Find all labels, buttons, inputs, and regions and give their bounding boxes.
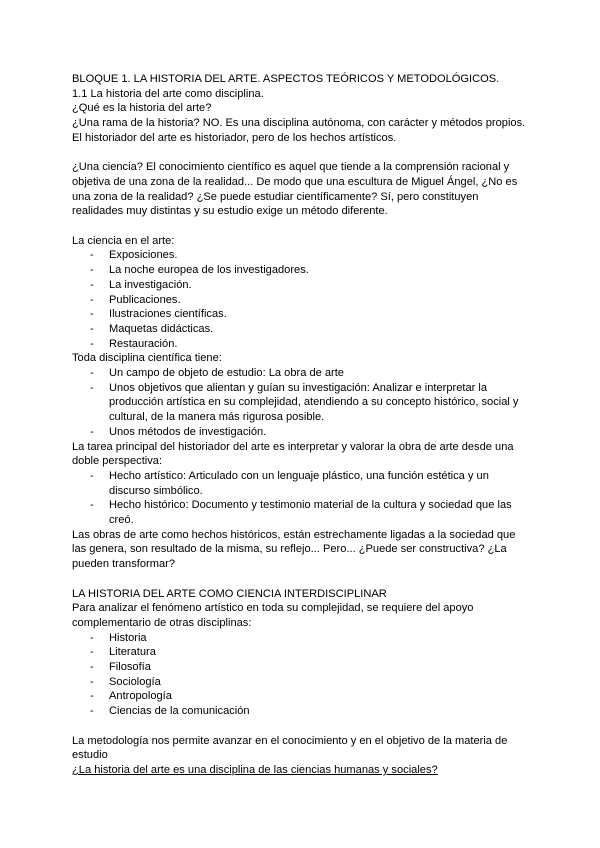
document-page: [72, 72, 532, 778]
spacer: [72, 719, 532, 734]
list-item: - Historia: [109, 631, 532, 646]
list-item: - Antropología: [109, 689, 532, 704]
perspective-list: [72, 469, 532, 528]
paragraph-methodology: La metodología nos permite avanzar en el conocimiento y en el objetivo de la materia de estudio: [72, 734, 508, 762]
spacer: [72, 572, 532, 587]
document-heading: BLOQUE 1. LA HISTORIA DEL ARTE. ASPECTOS TEÓRICOS Y METODOLÓGICOS.: [72, 73, 500, 85]
spacer: [72, 146, 532, 161]
list-item: - Restauración.: [109, 337, 532, 352]
final-question: ¿La historia del arte es una disciplina de las ciencias humanas y sociales?: [72, 763, 438, 776]
list-item: - Unos objetivos que alientan y guían su investigación: Analizar e interpretar la producción artística en su complejidad, atendiendo a su concepto histórico, social y cultural, de la manera más rigurosa posible.: [109, 381, 532, 425]
list-item: - Ilustraciones científicas.: [109, 307, 532, 322]
spacer: [72, 219, 532, 234]
disciplines-list: [72, 631, 532, 719]
list-item: - Hecho artístico: Articulado con un lenguaje plástico, una función estética y un discurso simbólico.: [109, 469, 532, 498]
section-subheading: 1.1 La historia del arte como disciplina.: [72, 87, 264, 100]
interdisciplinary-heading: LA HISTORIA DEL ARTE COMO CIENCIA INTERDISCIPLINAR: [72, 587, 387, 600]
list-item: - Publicaciones.: [109, 293, 532, 308]
question-what-is-art-history: ¿Qué es la historia del arte?: [72, 102, 212, 115]
list-item: - Filosofía: [109, 660, 532, 675]
paragraph-branch-of-history: ¿Una rama de la historia? NO. Es una disciplina autónoma, con carácter y métodos propios. El historiador del arte es historiador, pero de los hechos artísticos.: [72, 117, 526, 144]
list-item: - Unos métodos de investigación.: [109, 425, 532, 440]
paragraph-main-task: La tarea principal del historiador del arte es interpretar y valorar la obra de arte desde una doble perspectiva:: [72, 440, 514, 468]
list-item: - La noche europea de los investigadores.: [109, 263, 532, 278]
list-item: - Hecho histórico: Documento y testimonio material de la cultura y sociedad que las creó.: [109, 498, 532, 527]
science-in-art-intro: La ciencia en el arte:: [72, 234, 175, 247]
list-item: - Ciencias de la comunicación: [109, 704, 532, 719]
paragraph-a-science: ¿Una ciencia? El conocimiento científico es aquel que tiende a la comprensión racional y objetiva de una zona de la realidad... De modo que una escultura de Miguel Ángel, ¿No es una zona de la realidad? ¿Se puede estudiar científicamente? Sí, pero constituyen realidades muy distintas y su estudio exige un método diferente.: [72, 161, 518, 218]
discipline-intro: Toda disciplina científica tiene:: [72, 352, 222, 365]
list-item: - Exposiciones.: [109, 248, 532, 263]
science-in-art-list: [72, 248, 532, 351]
list-item: - Literatura: [109, 645, 532, 660]
list-item: - Maquetas didácticas.: [109, 322, 532, 337]
paragraph-works-as-historical-facts: Las obras de arte como hechos históricos, están estrechamente ligadas a la sociedad que las genera, son resultado de la misma, su reflejo... Pero... ¿Puede ser constructiva? ¿La pueden transformar?: [72, 528, 516, 571]
list-item: - Un campo de objeto de estudio: La obra de arte: [109, 366, 532, 381]
list-item: - La investigación.: [109, 278, 532, 293]
discipline-list: [72, 366, 532, 440]
interdisciplinary-intro: Para analizar el fenómeno artístico en toda su complejidad, se requiere del apoyo complementario de otras disciplinas:: [72, 602, 474, 629]
list-item: - Sociología: [109, 675, 532, 690]
